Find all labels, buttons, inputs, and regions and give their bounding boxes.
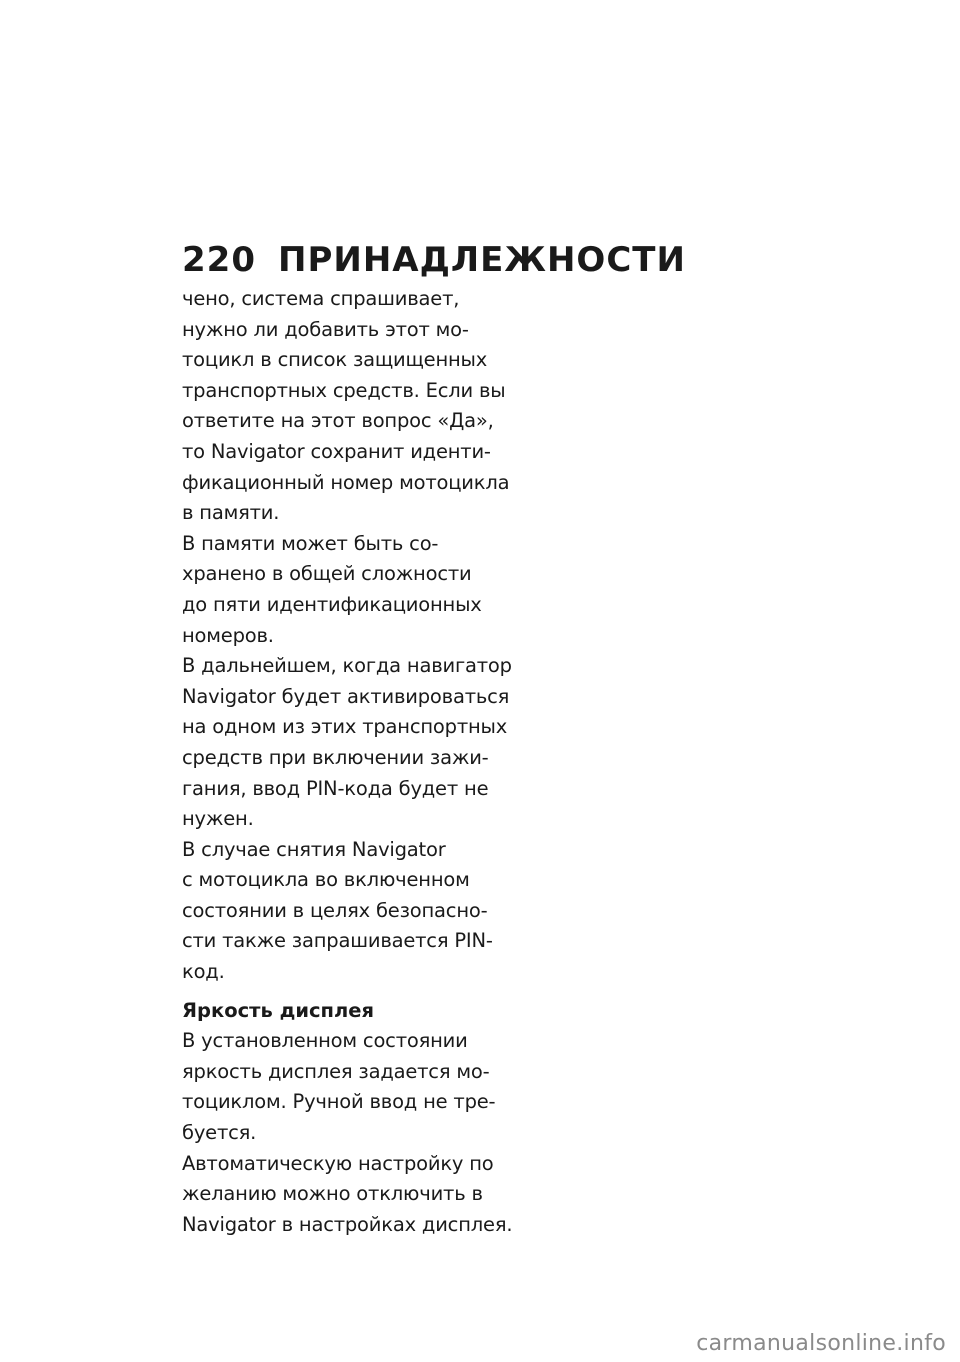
text-line: буется. (182, 1121, 257, 1145)
text-line: код. (182, 960, 225, 984)
text-line: ответите на этот вопрос «Да», (182, 409, 494, 433)
text-line: фикационный номер мотоцикла (182, 470, 510, 494)
text-line: желанию можно отключить в (182, 1182, 483, 1206)
text-line: Navigator будет активироваться (182, 684, 510, 708)
text-line: В установленном состоянии (182, 1029, 468, 1053)
text-line: В памяти может быть со- (182, 531, 439, 555)
text-line: в памяти. (182, 501, 280, 525)
paragraph-2 (182, 529, 482, 651)
text-line: нужно ли добавить этот мо- (182, 317, 469, 341)
text-line: яркость дисплея задается мо- (182, 1059, 490, 1083)
text-line: гания, ввод PIN-кода будет не (182, 776, 489, 800)
text-line: Navigator в настройках дисплея. (182, 1212, 513, 1236)
paragraph-3 (182, 651, 512, 835)
section-paragraph-1 (182, 1026, 496, 1148)
paragraph-1 (182, 284, 510, 529)
text-line: транспортных средств. Если вы (182, 378, 506, 402)
text-line: хранено в общей сложности (182, 562, 472, 586)
page-header (182, 240, 686, 284)
text-line: чено, система спрашивает, (182, 287, 460, 310)
text-line: Автоматическую настройку по (182, 1151, 494, 1175)
section-paragraph-2 (182, 1149, 513, 1241)
text-line: В дальнейшем, когда навигатор (182, 654, 512, 678)
text-line: В случае снятия Navigator (182, 837, 446, 861)
paragraph-4 (182, 835, 493, 988)
content-column (182, 284, 513, 1240)
text-line: то Navigator сохранит иденти- (182, 439, 491, 463)
page-number: 220 (182, 240, 256, 280)
chapter-title: ПРИНАДЛЕЖНОСТИ (278, 240, 686, 280)
text-line: сти также запрашивается PIN- (182, 929, 493, 953)
text-line: с мотоцикла во включенном (182, 868, 470, 892)
text-line: тоцикл в список защищенных (182, 348, 488, 372)
section-heading: Яркость дисплея (182, 998, 375, 1022)
watermark: carmanualsonline.info (696, 1331, 946, 1356)
text-line: состоянии в целях безопасно- (182, 898, 488, 922)
text-line: до пяти идентификационных (182, 592, 482, 616)
text-line: средств при включении зажи- (182, 745, 489, 769)
text-line: на одном из этих транспортных (182, 715, 508, 739)
text-line: нужен. (182, 807, 254, 831)
text-line: тоциклом. Ручной ввод не тре- (182, 1090, 496, 1114)
text-line: номеров. (182, 623, 274, 647)
